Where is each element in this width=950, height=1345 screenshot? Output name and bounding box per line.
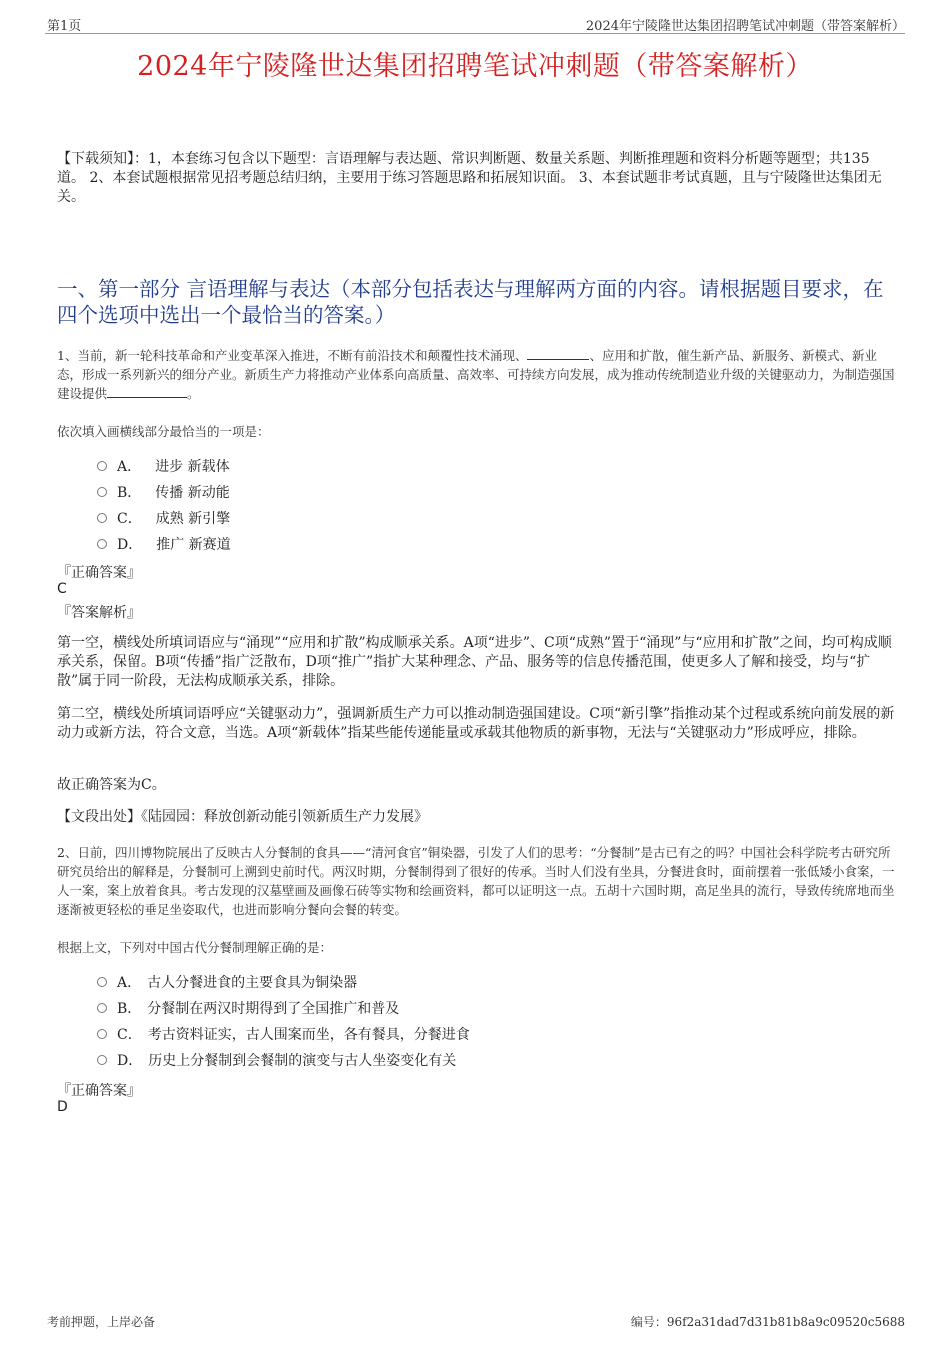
q1-analysis-p1: 第一空，横线处所填词语应与“涌现”“应用和扩散”构成顺承关系。A项“进步”、C项“成熟”置于“涌现”与“应用和扩散”之间，均可构成顺承关系，保留。B项“传播”指广泛散布，D项“推广”指扩大某种理念、产品、服务等的信息传播范围，使更多人了解和接受，均与“扩散”属于同一阶段，无法构成顺承关系，排除。 xyxy=(57,635,892,689)
option-letter: B． xyxy=(117,485,142,501)
question-1-stem xyxy=(57,346,897,403)
option-text: 进步 新载体 xyxy=(155,459,230,475)
q1-option-b[interactable] xyxy=(97,482,230,502)
question-2-prompt: 根据上文，下列对中国古代分餐制理解正确的是： xyxy=(57,940,333,955)
option-text: 成熟 新引擎 xyxy=(155,511,231,527)
q2-option-b[interactable] xyxy=(97,998,399,1018)
page-number: 第1页 xyxy=(47,19,82,34)
option-text: 历史上分餐制到会餐制的演变与古人坐姿变化有关 xyxy=(148,1053,457,1069)
option-text: 分餐制在两汉时期得到了全国推广和普及 xyxy=(147,1001,400,1017)
option-letter: D． xyxy=(117,537,143,553)
radio-icon[interactable] xyxy=(97,539,107,549)
q1-answer-label: 『正确答案』 xyxy=(57,565,141,581)
footer-slogan: 考前押题，上岸必备 xyxy=(47,1315,156,1329)
radio-icon[interactable] xyxy=(97,1003,107,1013)
q1-answer: C xyxy=(57,581,67,597)
question-2-stem: 2、日前，四川博物院展出了反映古人分餐制的食具——“清河食官”铜染器，引发了人们的思考：“分餐制”是古已有之的吗？中国社会科学院考古研究所研究员给出的解释是，分餐制可上溯到史前时代。两汉时期，分餐制得到了很好的传承。当时人们没有坐具，分餐进食时，面前摆着一张低矮小食案，一人一案，案上放着食具。考古发现的汉墓壁画及画像石砖等实物和绘画资料，都可以证明这一点。五胡十六国时期，高足坐具的流行，导致传统席地而坐逐渐被更轻松的垂足坐姿取代，也进而影响分餐向会餐的转变。 xyxy=(57,845,895,917)
radio-icon[interactable] xyxy=(97,1055,107,1065)
download-notice: 【下载须知】：1，本套练习包含以下题型：言语理解与表达题、常识判断题、数量关系题、判断推理题和资料分析题等题型；共135道。 2、本套试题根据常见招考题总结归纳，主要用于练习答题思路和拓展知识面。 3、本套试题非考试真题，且与宁陵隆世达集团无关。 xyxy=(57,151,882,205)
q1-analysis-p2: 第二空，横线处所填词语呼应“关键驱动力”，强调新质生产力可以推动制造强国建设。C项“新引擎”指推动某个过程或系统向前发展的新动力或新方法，符合文意，当选。A项“新载体”指某些能传递能量或承载其他物质的新事物，无法与“关键驱动力”形成呼应，排除。 xyxy=(57,706,895,741)
q1-stem-part2: 、应用和扩散，催生新产品、新服务、新模式、新业态，形成一系列新兴的细分产业。新质生产力将推动产业体系向高质量、高效率、可持续方向发展，成为推动传统制造业升级的关键驱动力，为制造强国建设提供 xyxy=(57,348,895,401)
q1-source: 【文段出处】《陆园园：释放创新动能引领新质生产力发展》 xyxy=(57,809,428,825)
q2-option-d[interactable] xyxy=(97,1050,456,1070)
option-text: 传播 新动能 xyxy=(155,485,230,501)
option-letter: A． xyxy=(117,975,142,991)
radio-icon[interactable] xyxy=(97,487,107,497)
q2-option-a[interactable] xyxy=(97,972,357,992)
option-letter: C． xyxy=(117,511,142,527)
q1-blank-1 xyxy=(527,347,589,360)
option-text: 古人分餐进食的主要食具为铜染器 xyxy=(147,975,358,991)
option-letter: C． xyxy=(117,1027,142,1043)
radio-icon[interactable] xyxy=(97,513,107,523)
header-divider xyxy=(45,33,905,34)
q2-option-c[interactable] xyxy=(97,1024,470,1044)
footer-serial: 编号：96f2a31dad7d31b81b8a9c09520c5688 xyxy=(630,1315,905,1329)
q1-option-d[interactable] xyxy=(97,534,231,554)
radio-icon[interactable] xyxy=(97,1029,107,1039)
q1-stem-part1: 1、当前，新一轮科技革命和产业变革深入推进，不断有前沿技术和颠覆性技术涌现、 xyxy=(57,348,528,363)
q2-answer: D xyxy=(57,1099,68,1115)
q2-answer-label: 『正确答案』 xyxy=(57,1083,141,1099)
q1-option-c[interactable] xyxy=(97,508,230,528)
q1-blank-2 xyxy=(107,385,187,398)
radio-icon[interactable] xyxy=(97,977,107,987)
option-letter: B． xyxy=(117,1001,142,1017)
radio-icon[interactable] xyxy=(97,461,107,471)
option-text: 考古资料证实，古人围案而坐，各有餐具，分餐进食 xyxy=(147,1027,470,1043)
section-heading: 一、第一部分 言语理解与表达（本部分包括表达与理解两方面的内容。请根据题目要求，在四个选项中选出一个最恰当的答案。） xyxy=(57,277,884,327)
running-header-title: 2024年宁陵隆世达集团招聘笔试冲刺题（带答案解析） xyxy=(585,19,905,34)
question-1-prompt: 依次填入画横线部分最恰当的一项是： xyxy=(57,424,270,439)
q1-stem-end: 。 xyxy=(187,386,200,401)
option-letter: A． xyxy=(117,459,142,475)
option-text: 推广 新赛道 xyxy=(156,537,231,553)
option-letter: D． xyxy=(117,1053,143,1069)
q1-option-a[interactable] xyxy=(97,456,230,476)
q1-analysis-p3: 故正确答案为C。 xyxy=(57,777,166,793)
q1-analysis-label: 『答案解析』 xyxy=(57,605,141,621)
document-title: 2024年宁陵隆世达集团招聘笔试冲刺题（带答案解析） xyxy=(137,51,813,82)
